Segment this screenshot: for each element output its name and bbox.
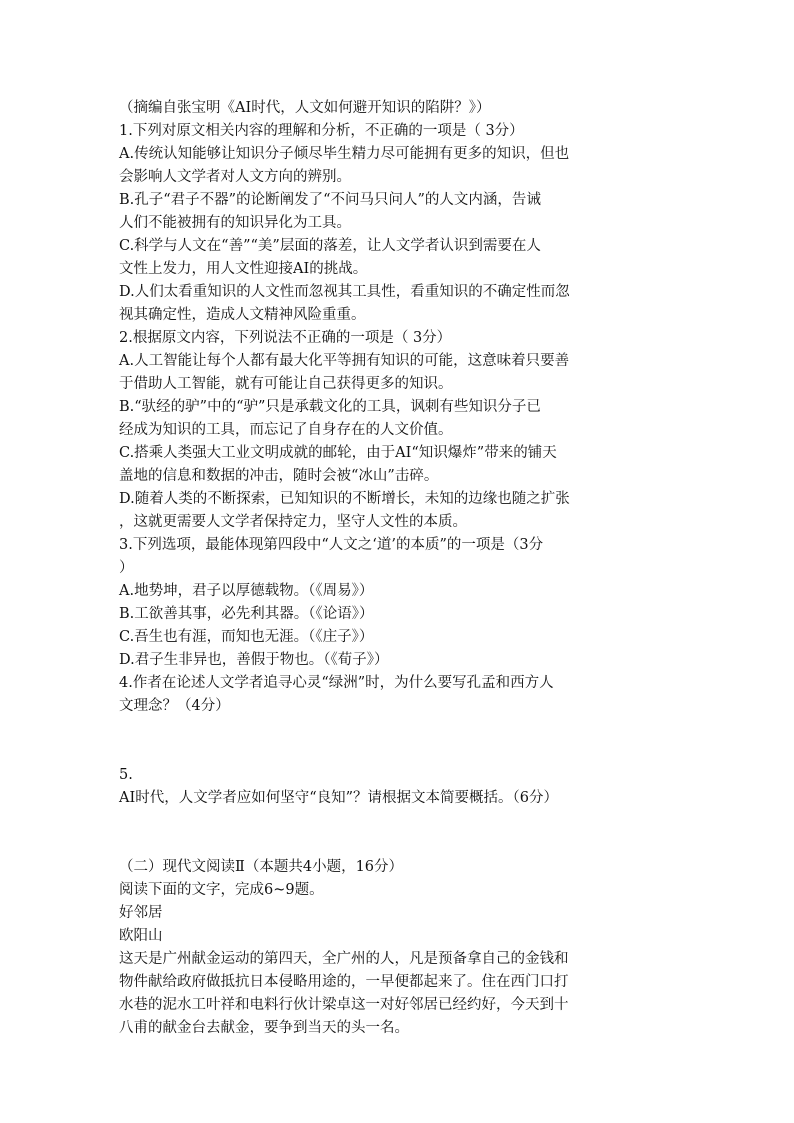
q1-option-a-line1: A.传统认知能够让知识分子倾尽毕生精力尽可能拥有更多的知识，但也 bbox=[119, 146, 570, 162]
q2-option-d-line2: ，这就更需要人文学者保持定力，坚守人文性的本质。 bbox=[119, 514, 467, 530]
q2-option-b-line2: 经成为知识的工具，而忘记了自身存在的人文价值。 bbox=[119, 422, 453, 438]
q3-option-b: B.工欲善其事，必先利其器。（《论语》） bbox=[119, 606, 374, 622]
answer-space bbox=[119, 718, 679, 764]
q2-stem: 2.根据原文内容，下列说法不正确的一项是（ 3分） bbox=[119, 330, 452, 346]
q1-option-d-line1: D.人们太看重知识的人文性而忽视其工具性，看重知识的不确定性而忽 bbox=[119, 284, 570, 300]
q1-option-b-line2: 人们不能被拥有的知识异化为工具。 bbox=[119, 215, 351, 231]
story-paragraph-line2: 物件献给政府做抵抗日本侵略用途的，一早便都起来了。住在西门口打 bbox=[119, 974, 569, 990]
document-body bbox=[119, 97, 679, 1040]
q1-stem: 1.下列对原文相关内容的理解和分析，不正确的一项是（ 3分） bbox=[119, 123, 524, 139]
q1-option-c-line1: C.科学与人文在“善”“美”层面的落差，让人文学者认识到需要在人 bbox=[119, 238, 541, 254]
story-paragraph-line3: 水巷的泥水工叶祥和电料行伙计梁卓这一对好邻居已经约好，今天到十 bbox=[119, 997, 569, 1013]
q3-option-a: A.地势坤，君子以厚德载物。（《周易》） bbox=[119, 583, 374, 599]
q1-option-b-line1: B.孔子“君子不器”的论断阐发了“不问马只问人”的人文内涵，告诫 bbox=[119, 192, 541, 208]
story-paragraph-line1: 这天是广州献金运动的第四天，全广州的人，凡是预备拿自己的金钱和 bbox=[119, 951, 569, 967]
q3-option-c: C.吾生也有涯，而知也无涯。（《庄子》） bbox=[119, 629, 374, 645]
q2-option-b-line1: B.“驮经的驴”中的“驴”只是承载文化的工具，讽刺有些知识分子已 bbox=[119, 399, 541, 415]
answer-space bbox=[119, 810, 679, 856]
q3-stem-line2: ） bbox=[119, 560, 134, 576]
source-citation: （摘编自张宝明《AI时代，人文如何避开知识的陷阱？》） bbox=[119, 100, 491, 116]
q2-option-d-line1: D.随着人类的不断探索，已知知识的不断增长，未知的边缘也随之扩张 bbox=[119, 491, 570, 507]
section-instruction: 阅读下面的文字，完成6~9题。 bbox=[119, 882, 324, 898]
q4-line1: 4.作者在论述人文学者追寻心灵“绿洲”时，为什么要写孔孟和西方人 bbox=[119, 675, 554, 691]
story-paragraph-line4: 八甫的献金台去献金，要争到当天的头一名。 bbox=[119, 1020, 409, 1036]
story-author: 欧阳山 bbox=[119, 928, 163, 944]
q1-option-d-line2: 视其确定性，造成人文精神风险重重。 bbox=[119, 307, 366, 323]
q2-option-c-line2: 盖地的信息和数据的冲击，随时会被“冰山”击碎。 bbox=[119, 468, 439, 484]
q2-option-c-line1: C.搭乘人类强大工业文明成就的邮轮，由于AI“知识爆炸”带来的铺天 bbox=[119, 445, 557, 461]
q2-option-a-line1: A.人工智能让每个人都有最大化平等拥有知识的可能，这意味着只要善 bbox=[119, 353, 570, 369]
q3-option-d: D.君子生非异也，善假于物也。（《荀子》） bbox=[119, 652, 389, 668]
q4-line2: 文理念？（4分） bbox=[119, 698, 230, 714]
q2-option-a-line2: 于借助人工智能，就有可能让自己获得更多的知识。 bbox=[119, 376, 453, 392]
story-title: 好邻居 bbox=[119, 905, 163, 921]
q5-number: 5. bbox=[119, 767, 133, 783]
q5-text: AI时代，人文学者应如何坚守“良知”？请根据文本简要概括。（6分） bbox=[119, 790, 558, 806]
section-heading: （二）现代文阅读Ⅱ（本题共4小题，16分） bbox=[119, 859, 404, 875]
q1-option-a-line2: 会影响人文学者对人文方向的辨别。 bbox=[119, 169, 351, 185]
q3-stem-line1: 3.下列选项，最能体现第四段中“人文之‘道’的本质”的一项是（3分 bbox=[119, 537, 544, 553]
q1-option-c-line2: 文性上发力，用人文性迎接AI的挑战。 bbox=[119, 261, 368, 277]
